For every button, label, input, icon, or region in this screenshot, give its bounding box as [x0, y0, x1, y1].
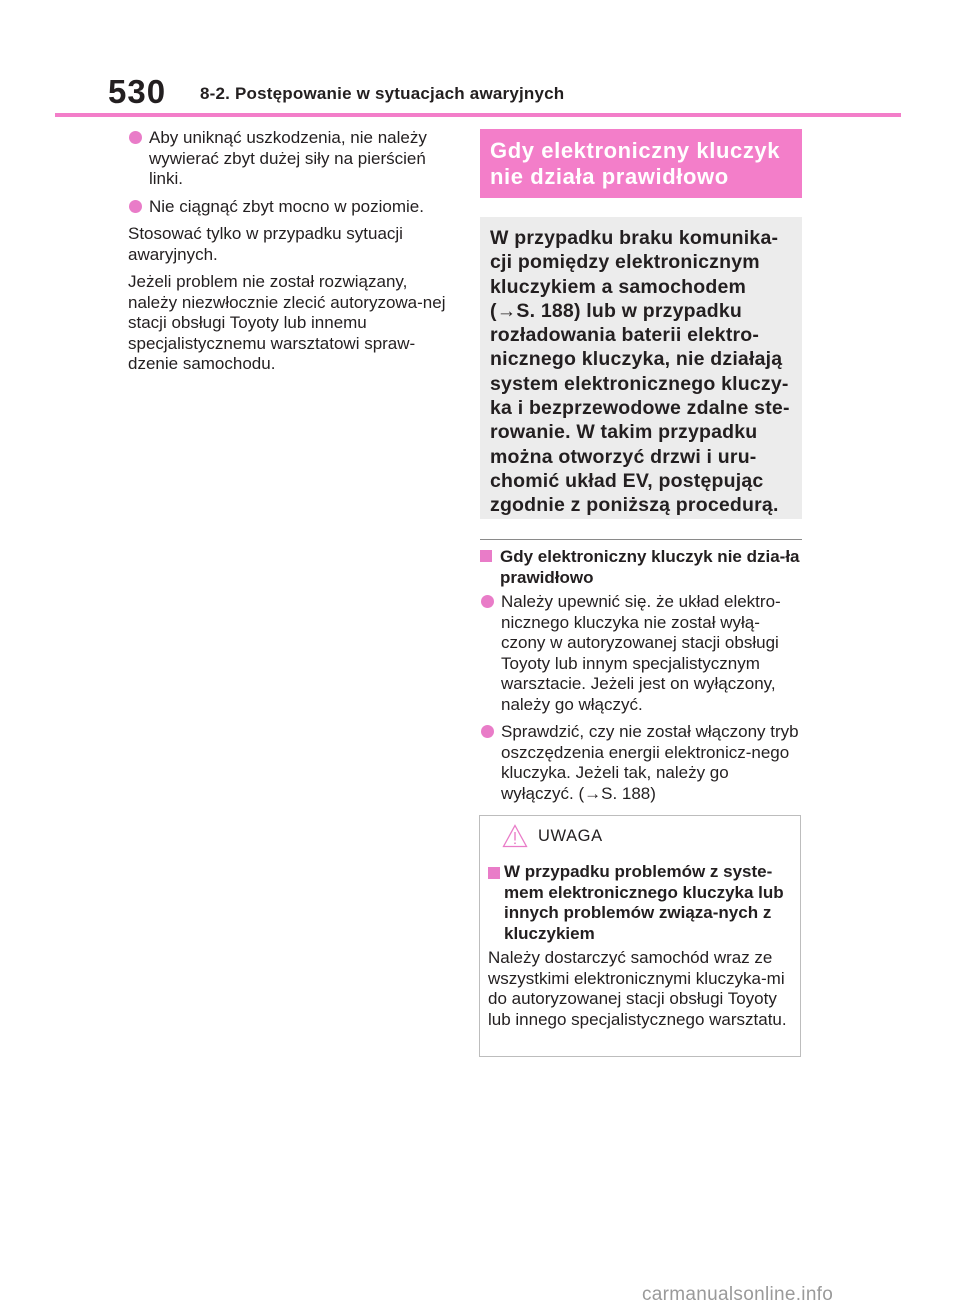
info-line: rowanie. W takim przypadku [490, 421, 758, 444]
warning-label: UWAGA [538, 827, 603, 845]
info-line: można otworzyć drzwi i uru- [490, 445, 757, 468]
section-heading-box [480, 129, 802, 198]
list-item [480, 592, 802, 715]
info-line: W przypadku braku komunika- [490, 227, 779, 249]
info-line: (→S. 188) lub w przypadku [490, 299, 743, 322]
divider [480, 539, 802, 540]
info-box [480, 217, 802, 519]
bullet-text: Należy upewnić się. że układ elektro-nicznego kluczyka nie został wyłą-czony w autoryzowanej stacji obsługi Toyoty lub innym specjalistycznym warsztacie. Jeżeli jest on wyłączony, należy go włączyć. [501, 592, 781, 714]
header-rule [55, 113, 901, 117]
left-column [128, 128, 450, 382]
bullet-text: Nie ciągnąć zbyt mocno w poziomie. [149, 196, 424, 216]
subsection-list [480, 592, 802, 811]
paragraph: Jeżeli problem nie został rozwiązany, należy niezwłocznie zlecić autoryzowa-nej stacji obsługi Toyoty lub innemu specjalistycznemu warsztatowi spraw-dzenie samochodu. [128, 272, 446, 373]
watermark: carmanualsonline.info [642, 1284, 834, 1305]
section-heading-line: nie działa prawidłowo [490, 164, 729, 189]
section-heading-line: Gdy elektroniczny kluczyk [490, 138, 781, 163]
warning-header [480, 816, 800, 856]
bullet-dot-icon [481, 595, 494, 608]
info-line: cji pomiędzy elektronicznym [490, 251, 760, 274]
warning-heading [488, 862, 792, 944]
bullet-dot-icon [481, 725, 494, 738]
bullet-dot-icon [129, 131, 142, 144]
list-item [480, 722, 802, 804]
bullet-text: Sprawdzić, czy nie został włączony tryb oszczędzenia energii elektronicz-nego kluczyka. Jeżeli tak, należy go wyłączyć. (→S. 188) [501, 722, 799, 803]
info-line: ka i bezprzewodowe zdalne ste- [490, 397, 790, 420]
warning-heading-text: W przypadku problemów z syste-mem elektronicznego kluczyka lub innych problemów związa-nych z kluczykiem [504, 862, 784, 943]
info-line: nicznego kluczyka, nie działają [490, 348, 783, 371]
bullet-dot-icon [129, 200, 142, 213]
info-line: zgodnie z poniższą procedurą. [490, 494, 779, 517]
info-line: rozładowania baterii elektro- [490, 324, 760, 347]
info-line: chomić układ EV, postępując [490, 469, 764, 492]
paragraph: Stosować tylko w przypadku sytuacji awaryjnych. [128, 224, 403, 264]
info-line: kluczykiem a samochodem [490, 275, 747, 298]
warning-box [479, 815, 801, 1057]
warning-triangle-icon [502, 824, 528, 848]
section-title: 8-2. Postępowanie w sytuacjach awaryjnych [200, 84, 565, 103]
warning-body: Należy dostarczyć samochód wraz ze wszystkimi elektronicznymi kluczyka-mi do autoryzowanej stacji obsługi Toyoty lub innego specjalistycznego warsztatu. [488, 948, 787, 1029]
bullet-text: Aby uniknąć uszkodzenia, nie należy wywierać zbyt dużej siły na pierścień linki. [149, 128, 427, 188]
subsection-heading-text: Gdy elektroniczny kluczyk nie dzia-ła prawidłowo [500, 547, 800, 587]
info-line: system elektronicznego kluczy- [490, 372, 789, 395]
square-bullet-icon [488, 867, 500, 879]
square-bullet-icon [480, 550, 492, 562]
list-item [128, 197, 450, 218]
page-number: 530 [108, 73, 167, 110]
subsection-heading [480, 547, 802, 588]
list-item [128, 128, 450, 190]
